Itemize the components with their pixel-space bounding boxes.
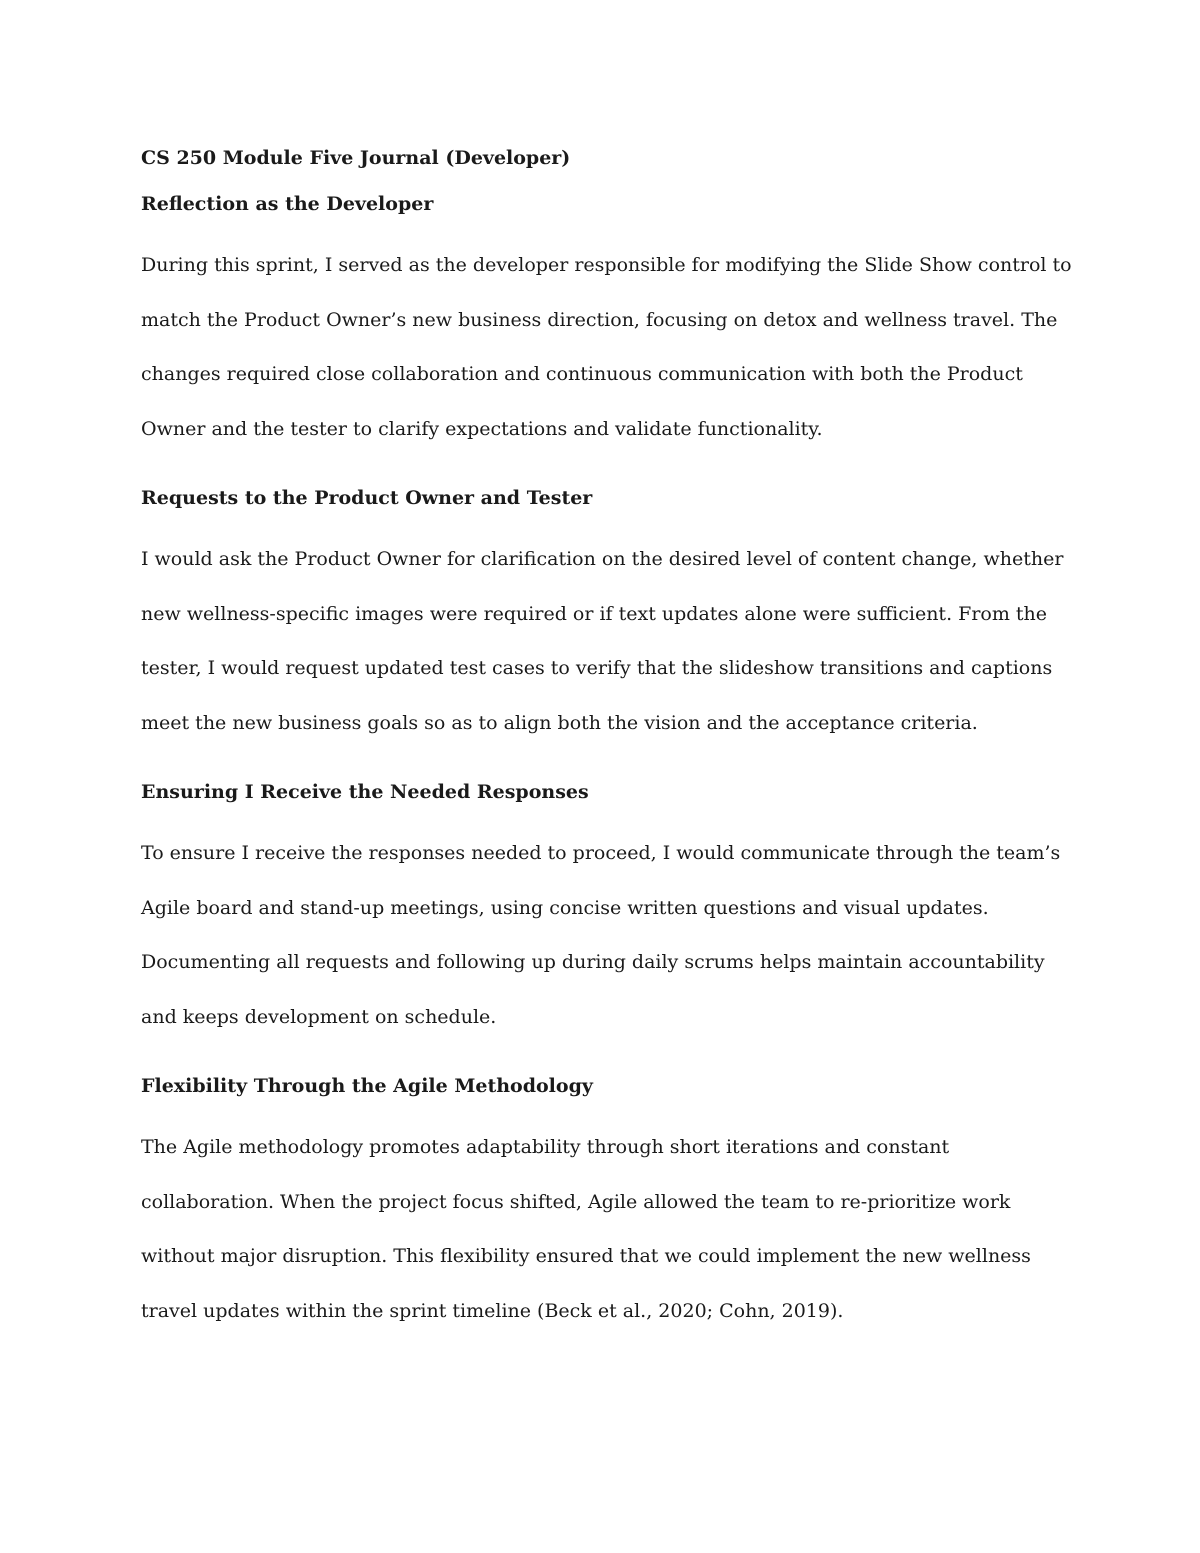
paragraph-line: and keeps development on schedule. xyxy=(141,1005,497,1028)
paragraph-line: Owner and the tester to clarify expectations and validate functionality. xyxy=(141,417,823,440)
section-heading-reflection: Reflection as the Developer xyxy=(141,193,434,215)
paragraph-line: To ensure I receive the responses needed to proceed, I would communicate through the team’s xyxy=(141,842,1061,864)
paragraph-line: tester, I would request updated test cases to verify that the slideshow transitions and captions xyxy=(141,657,1053,679)
section-paragraph-responses xyxy=(141,826,1061,1044)
section-heading-responses: Ensuring I Receive the Needed Responses xyxy=(141,781,589,803)
paragraph-line: During this sprint, I served as the developer responsible for modifying the Slide Show control to xyxy=(141,254,1072,276)
paragraph-line: The Agile methodology promotes adaptability through short iterations and constant xyxy=(141,1136,950,1158)
section-heading-flexibility: Flexibility Through the Agile Methodology xyxy=(141,1075,593,1097)
section-heading-requests: Requests to the Product Owner and Tester xyxy=(141,487,593,509)
paragraph-line: meet the new business goals so as to align both the vision and the acceptance criteria. xyxy=(141,711,978,734)
paragraph-line: Documenting all requests and following up during daily scrums helps maintain accountability xyxy=(141,951,1045,973)
document-body xyxy=(141,140,1072,1338)
paragraph-line: travel updates within the sprint timeline (Beck et al., 2020; Cohn, 2019). xyxy=(141,1299,844,1322)
paragraph-line: changes required close collaboration and continuous communication with both the Product xyxy=(141,363,1023,385)
paragraph-line: new wellness-specific images were required or if text updates alone were sufficient. From the xyxy=(141,602,1048,625)
section-paragraph-reflection xyxy=(141,238,1072,456)
document-title: CS 250 Module Five Journal (Developer) xyxy=(141,147,571,169)
paragraph-line: Agile board and stand-up meetings, using concise written questions and visual updates. xyxy=(141,896,989,919)
paragraph-line: I would ask the Product Owner for clarification on the desired level of content change, whether xyxy=(141,548,1064,570)
paragraph-line: match the Product Owner’s new business direction, focusing on detox and wellness travel. The xyxy=(141,308,1058,331)
section-paragraph-requests xyxy=(141,532,1064,750)
paragraph-line: without major disruption. This flexibility ensured that we could implement the new wellness xyxy=(141,1245,1031,1267)
section-paragraph-flexibility xyxy=(141,1120,1061,1338)
paragraph-line: collaboration. When the project focus shifted, Agile allowed the team to re-prioritize work xyxy=(141,1190,1011,1213)
